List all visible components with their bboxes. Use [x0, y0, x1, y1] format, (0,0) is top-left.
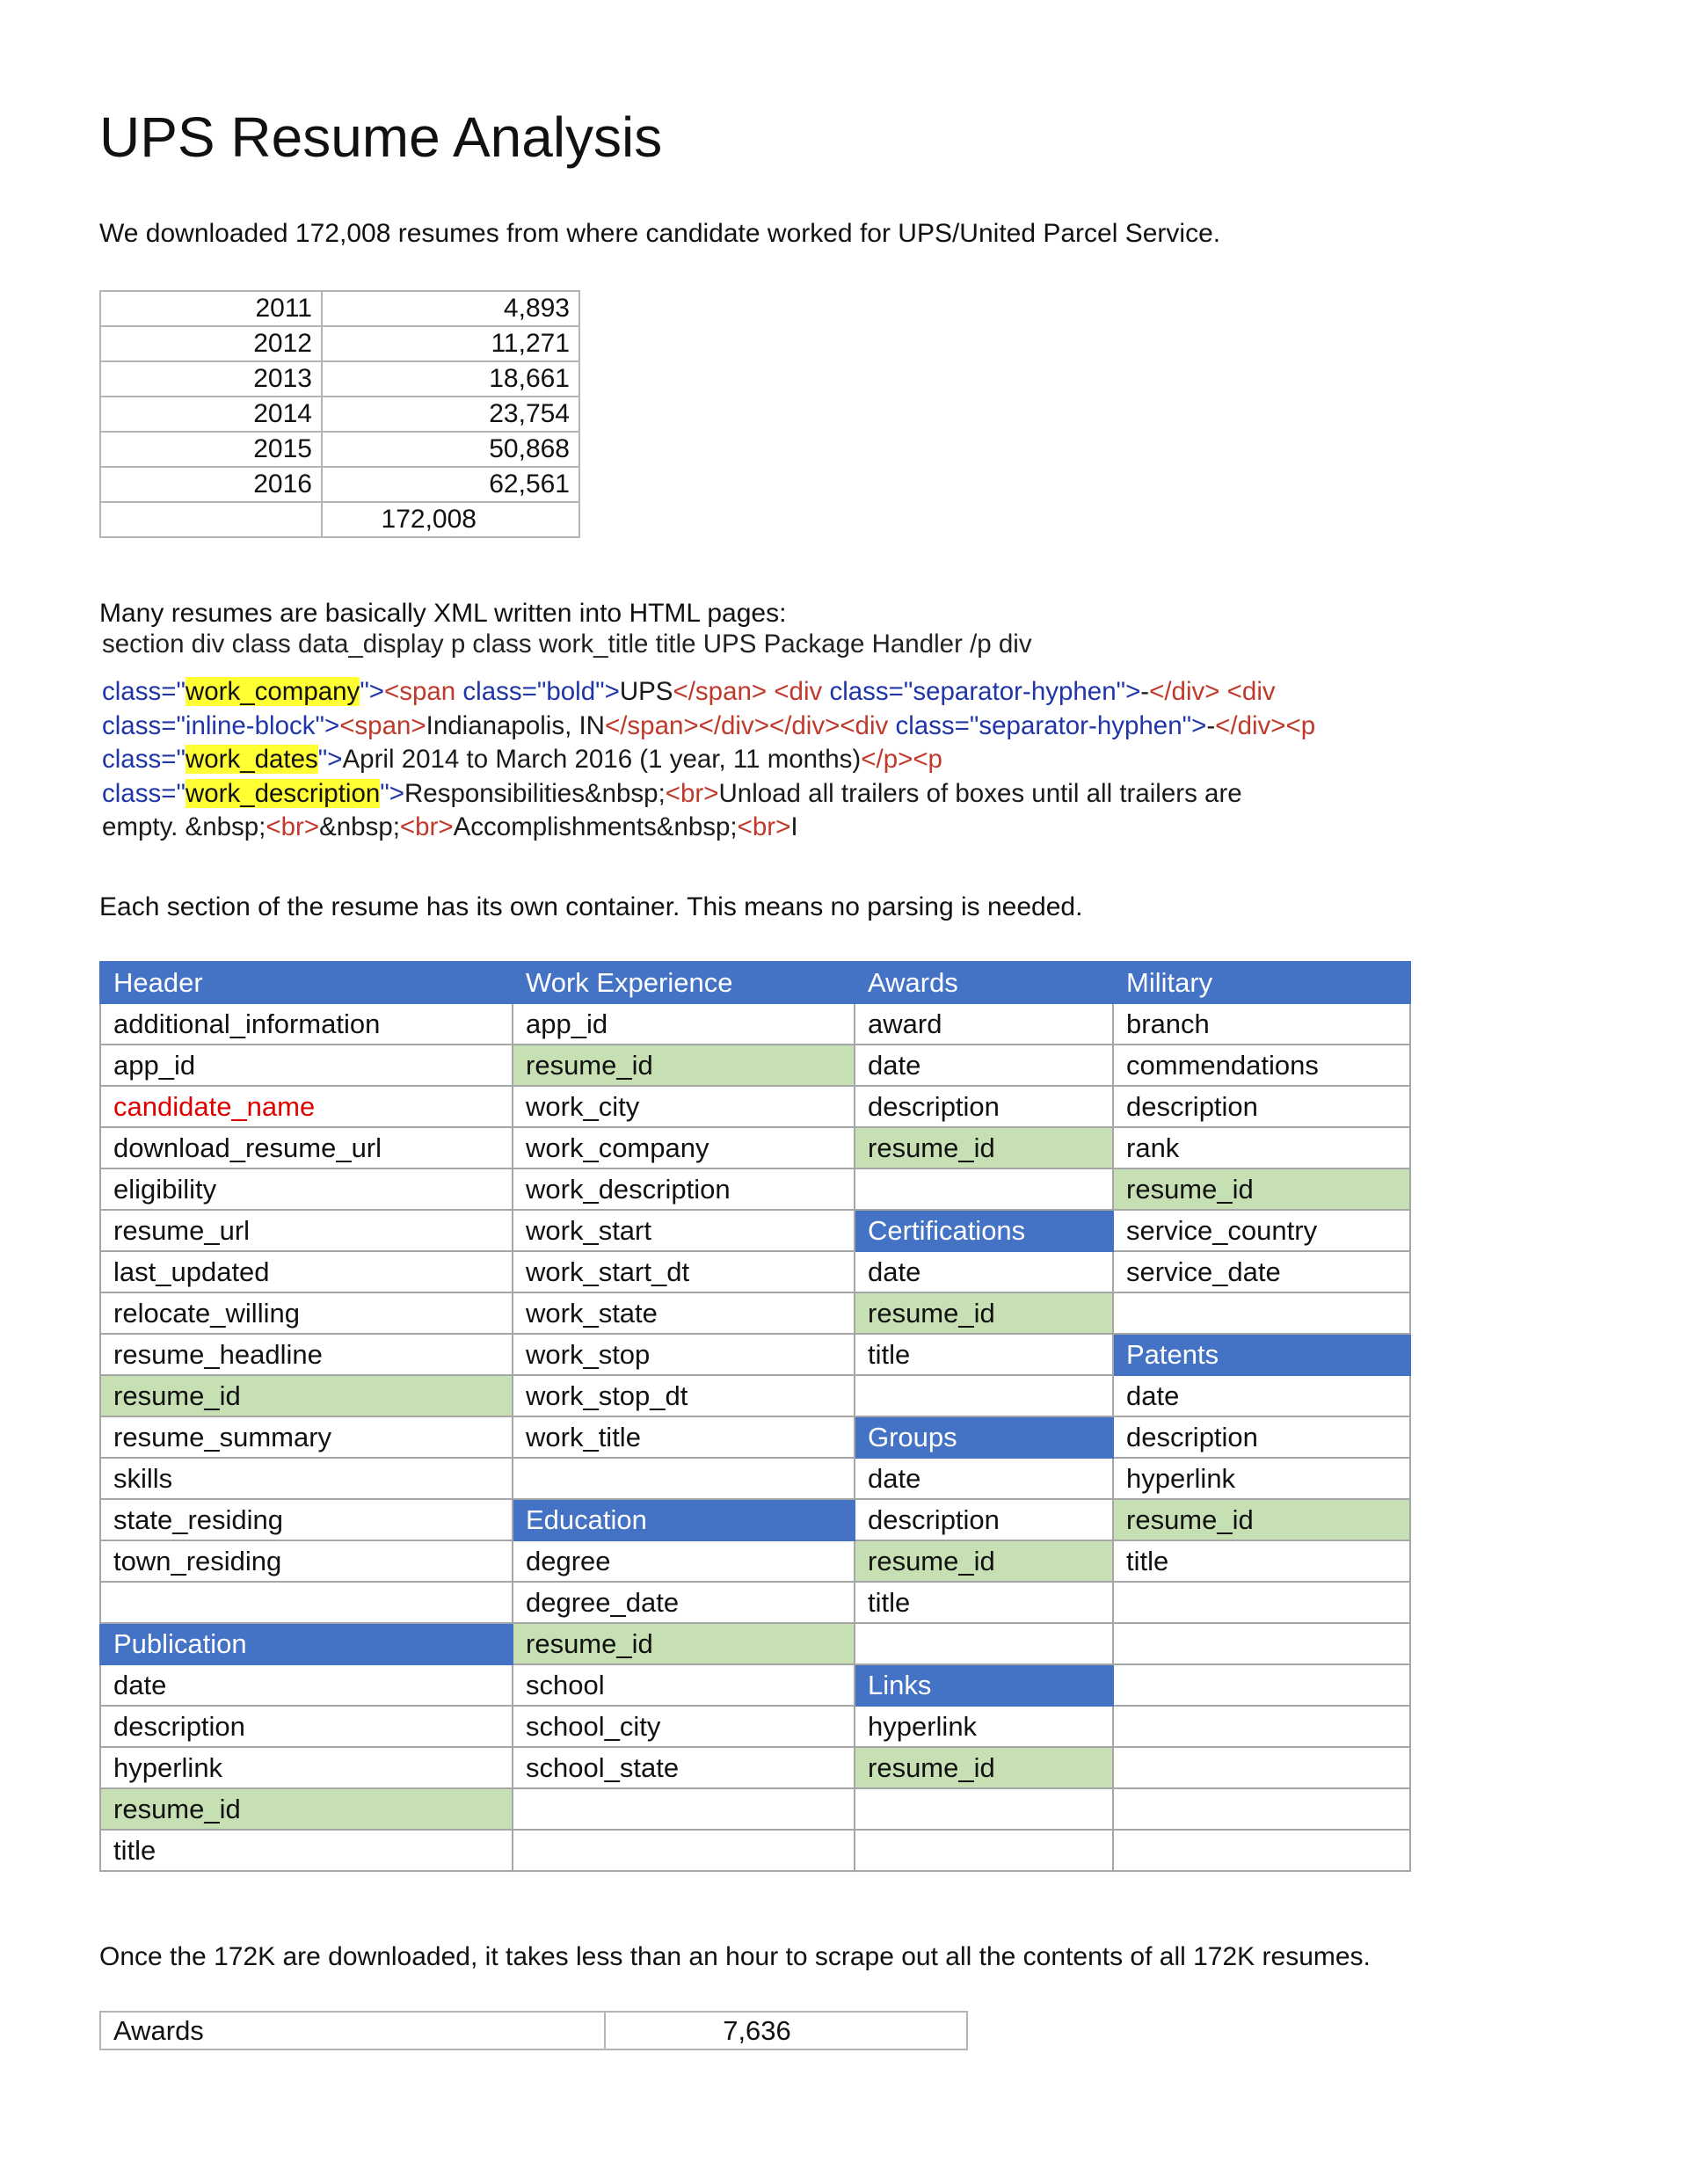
table-row — [100, 1664, 1410, 1706]
code-token: - — [1206, 710, 1216, 740]
scrape-note: Once the 172K are downloaded, it takes less than an hour to scrape out all the contents of all 172K resumes. — [99, 1942, 1371, 1971]
code-line — [102, 811, 1315, 845]
year-cell: 2011 — [100, 291, 322, 326]
table-row — [100, 2012, 967, 2049]
table-row — [100, 467, 579, 502]
field-cell: additional_information — [100, 1003, 513, 1045]
field-cell: commendations — [1113, 1045, 1410, 1086]
code-token: <span — [384, 677, 463, 706]
code-token: - — [1140, 677, 1150, 706]
code-token: I — [790, 812, 798, 841]
empty-cell — [1113, 1788, 1410, 1830]
section-header-cell: Patents — [1113, 1334, 1410, 1375]
page-title: UPS Resume Analysis — [99, 106, 663, 169]
table-row — [100, 1706, 1410, 1747]
code-line — [102, 675, 1315, 710]
section-header-cell: Military — [1113, 962, 1410, 1003]
count-cell: 11,271 — [322, 326, 579, 361]
field-cell: date — [100, 1664, 513, 1706]
field-cell: degree — [513, 1540, 855, 1582]
html-code-excerpt — [102, 630, 1473, 853]
field-cell: work_company — [513, 1127, 855, 1168]
empty-cell — [855, 1168, 1113, 1210]
empty-cell — [855, 1375, 1113, 1416]
field-cell: service_country — [1113, 1210, 1410, 1251]
field-cell: eligibility — [100, 1168, 513, 1210]
empty-cell — [855, 1830, 1113, 1871]
field-cell: resume_summary — [100, 1416, 513, 1458]
empty-cell — [513, 1830, 855, 1871]
code-token: Unload all trailers of boxes until all trailers are — [718, 778, 1242, 808]
section-header-cell: Awards — [855, 962, 1113, 1003]
table-row — [100, 1788, 1410, 1830]
intro-paragraph: We downloaded 172,008 resumes from where candidate worked for UPS/United Parcel Service. — [99, 219, 1221, 248]
field-cell: title — [100, 1830, 513, 1871]
field-cell: resume_id — [513, 1623, 855, 1664]
field-cell: date — [855, 1045, 1113, 1086]
field-cell: app_id — [100, 1045, 513, 1086]
field-cell: state_residing — [100, 1499, 513, 1540]
table-row — [100, 962, 1410, 1003]
field-cell: resume_id — [855, 1127, 1113, 1168]
table-row — [100, 1210, 1410, 1251]
container-note: Each section of the resume has its own container. This means no parsing is needed. — [99, 892, 1083, 921]
section-header-cell: Education — [513, 1499, 855, 1540]
field-cell: description — [855, 1499, 1113, 1540]
code-token: <br> — [399, 812, 454, 841]
code-token: class="inline-block"> — [102, 710, 340, 740]
code-token: April 2014 to March 2016 (1 year, 11 months) — [342, 745, 862, 774]
field-cell: school — [513, 1664, 855, 1706]
year-cell: 2012 — [100, 326, 322, 361]
field-cell: skills — [100, 1458, 513, 1499]
field-cell: school_city — [513, 1706, 855, 1747]
section-header-cell: Certifications — [855, 1210, 1113, 1251]
field-cell: resume_id — [100, 1375, 513, 1416]
table-row — [100, 1375, 1410, 1416]
code-token: </div><p — [1215, 710, 1316, 740]
count-cell: 23,754 — [322, 397, 579, 432]
table-row — [100, 1045, 1410, 1086]
code-token: <br> — [665, 778, 719, 808]
empty-cell — [513, 1458, 855, 1499]
table-row — [100, 291, 579, 326]
field-cell: title — [855, 1334, 1113, 1375]
code-token: Responsibilities&nbsp; — [404, 778, 666, 808]
code-token: class=" — [102, 745, 186, 774]
field-cell: date — [855, 1458, 1113, 1499]
field-cell: resume_url — [100, 1210, 513, 1251]
empty-cell — [100, 502, 322, 537]
code-token: class="separator-hyphen"> — [895, 710, 1207, 740]
section-label-cell: Awards — [100, 2012, 605, 2049]
field-cell: hyperlink — [1113, 1458, 1410, 1499]
table-row — [100, 1003, 1410, 1045]
table-row — [100, 1458, 1410, 1499]
field-cell: resume_id — [1113, 1168, 1410, 1210]
code-token: UPS — [619, 677, 673, 706]
table-row — [100, 1623, 1410, 1664]
field-cell: last_updated — [100, 1251, 513, 1292]
table-row — [100, 361, 579, 397]
empty-cell — [1113, 1747, 1410, 1788]
empty-cell — [1113, 1664, 1410, 1706]
total-row — [100, 502, 579, 537]
table-row — [100, 1416, 1410, 1458]
table-row — [100, 1127, 1410, 1168]
code-token: "> — [360, 677, 385, 706]
field-cell: work_city — [513, 1086, 855, 1127]
count-cell: 18,661 — [322, 361, 579, 397]
xml-note: Many resumes are basically XML written into HTML pages: — [99, 599, 787, 628]
field-cell: resume_id — [855, 1292, 1113, 1334]
count-cell: 4,893 — [322, 291, 579, 326]
empty-cell — [1113, 1292, 1410, 1334]
field-cell: town_residing — [100, 1540, 513, 1582]
table-row — [100, 1747, 1410, 1788]
code-token: Indianapolis, IN — [426, 710, 605, 740]
field-cell: branch — [1113, 1003, 1410, 1045]
field-cell: resume_id — [513, 1045, 855, 1086]
highlighted-class-name: work_dates — [185, 745, 318, 774]
code-token: class="separator-hyphen"> — [829, 677, 1141, 706]
table-row — [100, 432, 579, 467]
code-token: <span> — [339, 710, 426, 740]
table-row — [100, 397, 579, 432]
empty-cell — [513, 1788, 855, 1830]
code-line — [102, 743, 1315, 777]
field-cell: date — [855, 1251, 1113, 1292]
code-token: Accomplishments&nbsp; — [453, 812, 738, 841]
field-cell: relocate_willing — [100, 1292, 513, 1334]
section-header-cell: Publication — [100, 1623, 513, 1664]
code-token: </span></div></div><div — [604, 710, 896, 740]
count-cell: 50,868 — [322, 432, 579, 467]
table-row — [100, 326, 579, 361]
code-token: <div — [774, 677, 830, 706]
code-token: </p><p — [861, 745, 942, 774]
empty-cell — [855, 1788, 1113, 1830]
empty-cell — [1113, 1623, 1410, 1664]
empty-cell — [1113, 1706, 1410, 1747]
field-cell: description — [100, 1706, 513, 1747]
field-cell: work_description — [513, 1168, 855, 1210]
field-cell: work_start_dt — [513, 1251, 855, 1292]
field-cell: resume_headline — [100, 1334, 513, 1375]
field-cell: degree_date — [513, 1582, 855, 1623]
empty-cell — [855, 1623, 1113, 1664]
field-cell: work_stop_dt — [513, 1375, 855, 1416]
count-cell: 62,561 — [322, 467, 579, 502]
field-cell: work_state — [513, 1292, 855, 1334]
highlighted-class-name: work_description — [185, 778, 381, 808]
section-count-cell: 7,636 — [605, 2012, 967, 2049]
year-cell: 2013 — [100, 361, 322, 397]
field-cell: description — [855, 1086, 1113, 1127]
code-line — [102, 710, 1315, 744]
total-cell: 172,008 — [322, 502, 579, 537]
code-line — [102, 777, 1315, 812]
section-header-cell: Work Experience — [513, 962, 855, 1003]
empty-cell — [1113, 1582, 1410, 1623]
highlighted-class-name: work_company — [185, 677, 360, 706]
field-cell: description — [1113, 1416, 1410, 1458]
table-row — [100, 1292, 1410, 1334]
code-cut-line: section div class data_display p class work_title title UPS Package Handler /p div — [102, 630, 1032, 659]
table-row — [100, 1499, 1410, 1540]
field-cell: resume_id — [855, 1747, 1113, 1788]
field-cell: hyperlink — [855, 1706, 1113, 1747]
empty-cell — [1113, 1830, 1410, 1871]
field-cell: title — [1113, 1540, 1410, 1582]
section-count-table — [99, 2011, 968, 2050]
field-cell: school_state — [513, 1747, 855, 1788]
year-cell: 2014 — [100, 397, 322, 432]
code-token: class="bold"> — [462, 677, 620, 706]
code-token: &nbsp; — [319, 812, 400, 841]
code-token: <br> — [266, 812, 320, 841]
code-token: </div> <div — [1149, 677, 1276, 706]
code-token: "> — [317, 745, 343, 774]
table-row — [100, 1540, 1410, 1582]
year-count-table — [99, 290, 580, 538]
field-cell: resume_id — [855, 1540, 1113, 1582]
year-cell: 2015 — [100, 432, 322, 467]
field-cell: award — [855, 1003, 1113, 1045]
section-header-cell: Header — [100, 962, 513, 1003]
code-token: "> — [380, 778, 404, 808]
field-cell: date — [1113, 1375, 1410, 1416]
field-cell: work_start — [513, 1210, 855, 1251]
section-header-cell: Groups — [855, 1416, 1113, 1458]
table-row — [100, 1334, 1410, 1375]
field-cell: description — [1113, 1086, 1410, 1127]
code-token: class=" — [102, 778, 186, 808]
table-row — [100, 1086, 1410, 1127]
field-cell: service_date — [1113, 1251, 1410, 1292]
code-token: <br> — [737, 812, 791, 841]
field-cell: rank — [1113, 1127, 1410, 1168]
field-cell: candidate_name — [100, 1086, 513, 1127]
field-cell: work_stop — [513, 1334, 855, 1375]
year-cell: 2016 — [100, 467, 322, 502]
empty-cell — [100, 1582, 513, 1623]
table-row — [100, 1251, 1410, 1292]
schema-table — [99, 961, 1411, 1872]
code-token: class=" — [102, 677, 186, 706]
field-cell: title — [855, 1582, 1113, 1623]
field-cell: resume_id — [1113, 1499, 1410, 1540]
field-cell: work_title — [513, 1416, 855, 1458]
field-cell: hyperlink — [100, 1747, 513, 1788]
field-cell: app_id — [513, 1003, 855, 1045]
table-row — [100, 1582, 1410, 1623]
section-header-cell: Links — [855, 1664, 1113, 1706]
code-token: empty. &nbsp; — [102, 812, 266, 841]
table-row — [100, 1168, 1410, 1210]
table-row — [100, 1830, 1410, 1871]
code-token: </span> — [673, 677, 775, 706]
field-cell: download_resume_url — [100, 1127, 513, 1168]
field-cell: resume_id — [100, 1788, 513, 1830]
